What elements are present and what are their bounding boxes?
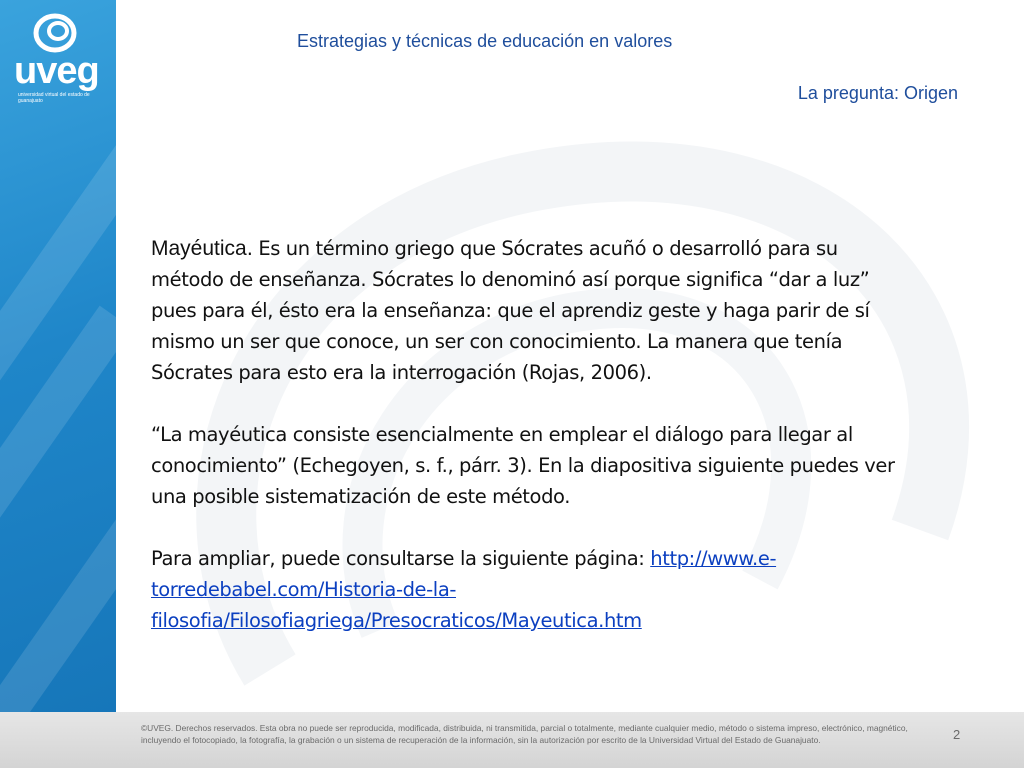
- slide-body: [151, 233, 911, 667]
- section-title: La pregunta: Origen: [797, 83, 958, 103]
- logo-mark-icon: [32, 12, 78, 54]
- logo-subtitle: universidad virtual del estado de guanajuato: [18, 92, 90, 104]
- paragraph-text: . Es un término griego que Sócrates acuñó o desarrolló para su método de enseñanza. Sócrates lo denominó así porque significa “dar a luz” pues para él, ésto era la enseñanza: que el aprendiz geste y haga parir de sí mismo un ser que conoce, un ser con conocimiento. La manera que tenía Sócrates para esto era la interrogación (Rojas, 2006).: [151, 237, 870, 384]
- left-brand-band: [0, 0, 116, 768]
- paragraph-text: Para ampliar, puede consultarse la siguiente página:: [151, 547, 651, 570]
- page-number: 2: [953, 727, 961, 742]
- logo-wordmark: uveg: [14, 50, 99, 92]
- term-mayeutica: Mayéutica: [151, 237, 247, 260]
- course-title: Estrategias y técnicas de educación en valores: [297, 31, 673, 51]
- copyright-notice: ©UVEG. Derechos reservados. Esta obra no puede ser reproducida, modificada, distribuida, ni transmitida, parcial o totalmente, mediante cualquier medio, método o sistema impreso, electrónico, magnético, incluyendo el fotocopiado, la fotografía, la grabación o un sistema de recuperación de la información, sin la autorización por escrito de la Universidad Virtual del Estado de Guanajuato.: [141, 723, 908, 745]
- paragraph-text: “La mayéutica consiste esencialmente en emplear el diálogo para llegar al conocimiento” (Echegoyen, s. f., párr. 3). En la diapositiva siguiente puedes ver una posible sistematización de este método.: [151, 423, 895, 508]
- paragraph-mayeutica: [151, 233, 911, 388]
- paragraph-quote: [151, 419, 911, 512]
- uveg-logo: [6, 8, 110, 104]
- reference-link[interactable]: http://www.e-torredebabel.com/Historia-de-la-filosofia/Filosofiagriega/Presocraticos/Mayeutica.htm: [151, 547, 777, 632]
- paragraph-reference: [151, 543, 911, 636]
